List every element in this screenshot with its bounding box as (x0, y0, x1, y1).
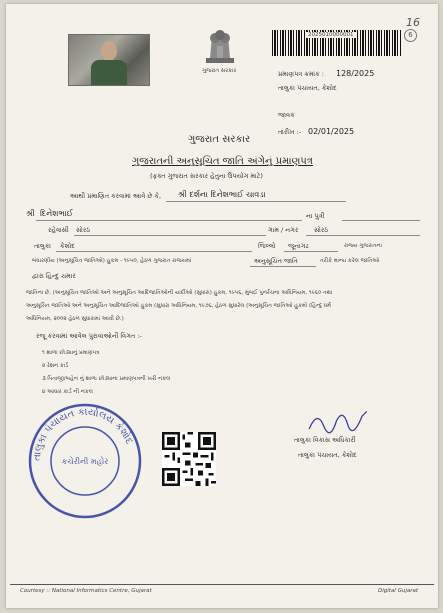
handwritten-circle: 6 (404, 29, 417, 42)
certificate-page (6, 4, 438, 608)
state-label: રાજ્ય ગુજરાતના (344, 243, 382, 249)
legal-para-3: અધિનિયમ, ૨૦૦૨ હેઠળ સુધારામાં આવી છે.) (26, 316, 124, 322)
village-label: રહેવાસી (48, 226, 69, 234)
community-text: દ્વારા હિન્દુ ચમાર (32, 272, 76, 280)
legal-para-2: અનુસૂચિત જાતિઓ અને અનુસૂચિત આદિજાતિઓ હુકમ (સુધારા અધિનિયમ, ૧૯૭૬, હેઠળ સુધારેલ (અનુસૂચિત જાતિઓ હુકમો (હિન્દુ ધર્મ (26, 303, 331, 309)
date-value: 02/01/2025 (308, 127, 355, 136)
order-text-2: તરીકે માન્ય કરેલ જાતિઓ (320, 258, 380, 264)
outward-label: જાવક (278, 111, 295, 119)
father-prefix: શ્રી (26, 209, 35, 218)
seal-center-text: કચેરીની મહોર (61, 457, 109, 466)
cert-no-label: પ્રમાણપત્ર ક્રમાંક : (278, 70, 324, 78)
district-label: જિલ્લો (258, 242, 276, 250)
state-emblem-icon (200, 24, 240, 68)
certificate-subtitle: (ફક્ત ગુજરાત સરકાર હેતુના ઉપયોગ માટે) (150, 172, 263, 180)
document-item: ૨ રેશન કાર્ડ (42, 363, 69, 369)
order-text: બંધારણીય (અનુસૂચિત જાતિઓ) હુકમ - ૧૯૫૦, હેઠળ ગુજરાત રાજયમાં (32, 258, 192, 264)
city-value: સોરઠ (314, 226, 329, 234)
govt-title: ગુજરાત સરકાર (188, 134, 251, 145)
svg-text:તાલુકા પંચાયત કાર્યાલય કેશોદ (32, 406, 135, 461)
city-label: ગામ / નગર (268, 226, 299, 234)
date-label: તારીખ :- (278, 128, 302, 136)
applicant-name: શ્રી દર્શના દિનેશભાઈ ચાવડા (178, 190, 266, 199)
relation-text: ના પુત્રી (306, 212, 325, 220)
father-name: દિનેશભાઈ (40, 209, 73, 218)
signatory-office: તાલુકા પંચાયત, કેશોદ (298, 451, 357, 459)
office-seal-icon (26, 401, 144, 521)
footer-divider (10, 584, 434, 585)
qr-code (162, 432, 216, 486)
caste-value: અનુસૂચિત જાતિ (254, 257, 298, 265)
document-item: ૧ શાળા છોડ્યાનું પ્રમાણપત્ર (42, 350, 100, 356)
signatory-title: તાલુકા વિકાસ અધિકારી (294, 436, 356, 444)
office-line: તાલુકા પંચાયત, કેશોદ (278, 84, 337, 92)
footer-digital-gujarat: Digital Gujarat (378, 588, 419, 594)
barcode-number: 2025010000001 (308, 32, 354, 38)
intro-text: આથી પ્રમાણિત કરવામાં આવે છે કે, (70, 192, 162, 200)
certificate-title: ગુજરાતની અનુસૂચિત જાતિ અંગેનું પ્રમાણપત્ર (132, 156, 313, 167)
district-value: જૂનાગઢ (288, 242, 309, 250)
handwritten-number: 16 (406, 16, 420, 29)
legal-para-1: જાતિના છે. (અનુસૂચિત જાતિઓ અને અનુસૂચિત આદિજાતિઓની યાદીઓ (સુધારા) હુકમ, ૧૯૫૬, મુંબઈ પુનર્રચના અધિનિયમ, ૧૯૬૦ તથા (26, 290, 333, 296)
cert-no-value: 128/2025 (336, 69, 375, 78)
signature-icon (306, 404, 370, 438)
document-item: ૪ આધાર કાર્ડ ની નકલ (42, 389, 93, 395)
documents-heading: રજૂ કરવામાં આવેલ પુરાવાઓની વિગત :- (36, 332, 142, 340)
taluka-label: તાલુકા (34, 242, 51, 250)
emblem-caption: ગુજરાત સરકાર (202, 68, 237, 74)
footer-courtesy: Courtesy :: National Informatics Centre, Gujarat (20, 588, 152, 594)
village-value: સોરઠ (76, 226, 91, 234)
seal-ring-text: તાલુકા પંચાયત કાર્યાલય કેશોદ (31, 406, 135, 462)
taluka-value: કેશોદ (60, 242, 75, 250)
applicant-photo (68, 34, 150, 86)
document-item: ૩ પિતાજી/બહેન નું શાળા છોડ્યાના પ્રમાણપત્રની ખરી નકલ (42, 376, 171, 382)
